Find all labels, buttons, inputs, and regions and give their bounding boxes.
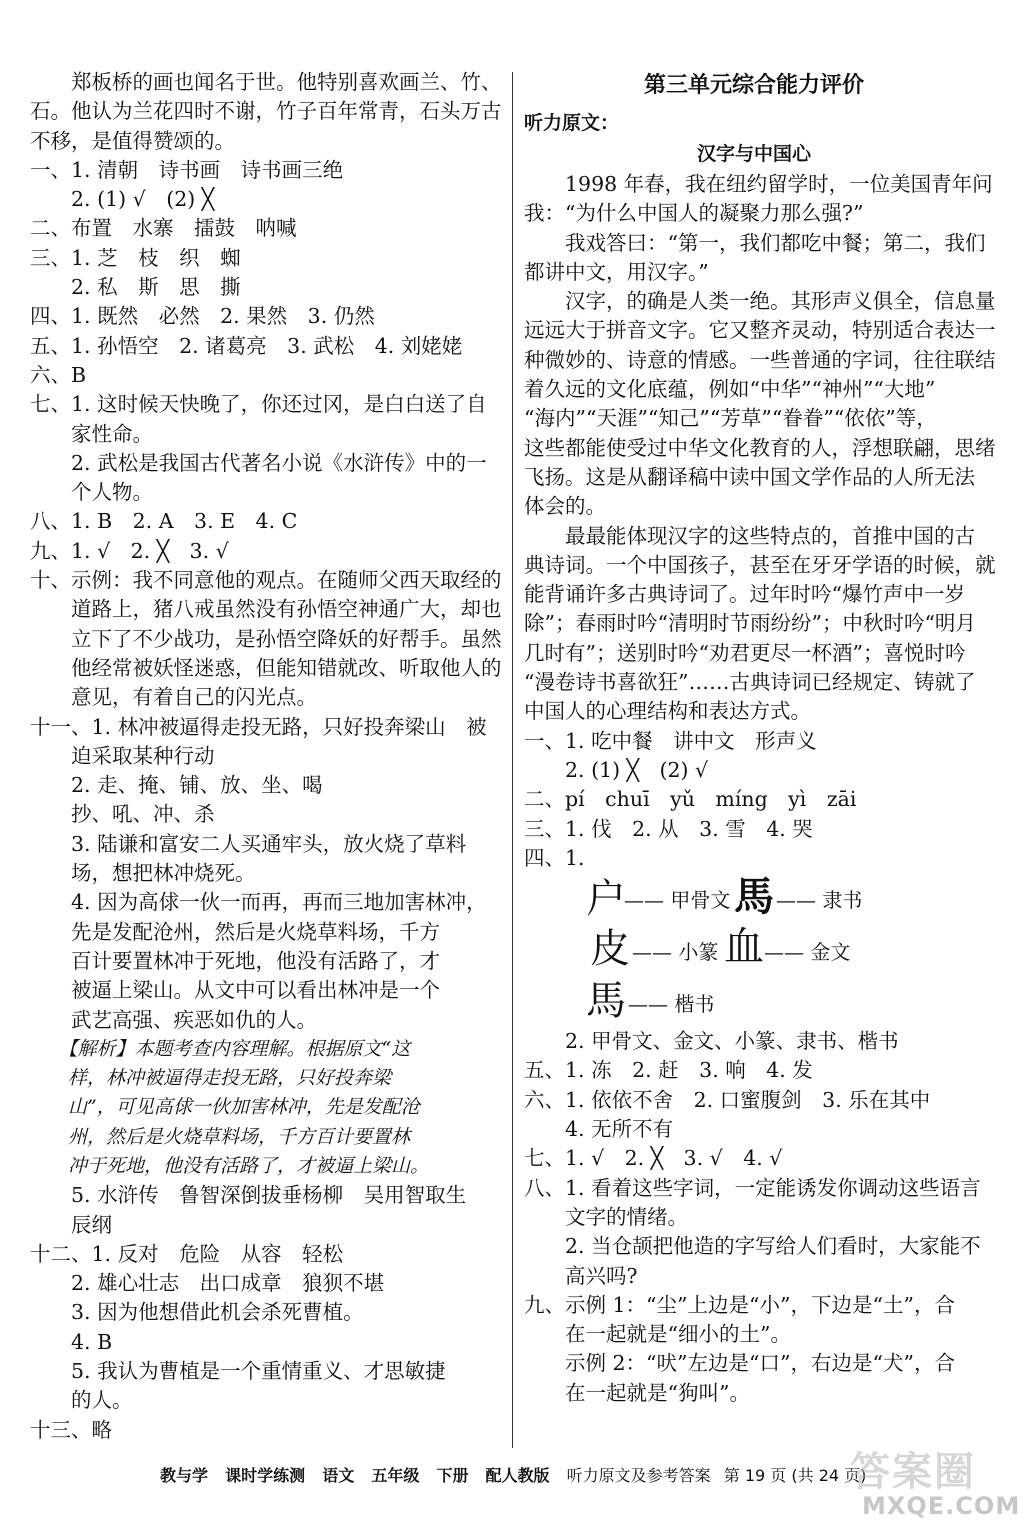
text-line: 汉字，的确是人类一绝。其形声义俱全，信息量	[524, 289, 996, 314]
footer-book: 教与学	[160, 1466, 209, 1485]
text-line: 4. B	[30, 1329, 113, 1354]
text-line: 示例 2：“吠”左边是“口”，右边是“犬”，合	[524, 1351, 955, 1376]
watermark-logo	[850, 1440, 1020, 1530]
text-line: 典诗词。一个中国孩子，甚至在牙牙学语的时候，就	[524, 552, 996, 577]
text-line: 二、pí chuī yǔ míng yì zāi	[524, 787, 857, 812]
text-line: 在一起就是“细小的土”。	[524, 1322, 791, 1347]
text-line: 山”，可见高俅一伙加害林冲，先是发配沧	[30, 1096, 420, 1119]
text-line: 十三、略	[30, 1417, 112, 1442]
text-line: 这些都能使受过中华文化教育的人，浮想联翩，思绪	[524, 435, 996, 460]
text-line: 种微妙的、诗意的情感。一些普通的字词，往往联结	[524, 347, 996, 372]
text-line: 2. 甲骨文、金文、小篆、隶书、楷书	[524, 1029, 899, 1054]
text-line: 能背诵许多古典诗词了。过年时吟“爆竹声中一岁	[524, 582, 965, 607]
text-line: 三、1. 伐 2. 从 3. 雪 4. 哭	[524, 816, 813, 841]
text-line: 三、1. 芝 枝 织 蜘	[30, 245, 241, 270]
text-line: 二、布置 水寨 擂鼓 呐喊	[30, 216, 297, 241]
text-line: 在一起就是“狗叫”。	[524, 1380, 750, 1405]
text-line: 迫采取某种行动	[30, 743, 215, 768]
jinwen-label: —— 金文	[764, 940, 851, 965]
footer-grade: 五年级	[371, 1466, 420, 1485]
text-line: 立下了不少战功，是孙悟空降妖的好帮手。虽然	[30, 626, 502, 651]
text-line: 八、1. B 2. A 3. E 4. C	[30, 509, 298, 534]
answers-part-a	[524, 727, 984, 873]
text-line: 六、1. 依依不舍 2. 口蜜腹剑 3. 乐在其中	[524, 1087, 931, 1112]
watermark-url: MXQE.COM	[862, 1492, 1021, 1520]
text-line: 一、1. 清朝 诗书画 诗书画三绝	[30, 157, 344, 182]
text-line: 四、1.	[524, 845, 585, 870]
text-line: 2. 武松是我国古代著名小说《水浒传》中的一	[30, 450, 487, 475]
text-line: 2. 走、掩、铺、放、坐、喝	[30, 773, 323, 798]
text-line: “海内”“天涯”“知己”“芳草”“眷眷”“依依”等，	[524, 406, 937, 431]
answers-part-b	[524, 1027, 984, 1408]
left-answer-lines	[30, 68, 500, 1445]
text-line: 飞扬。这是从翻译稿中读中国文学作品的人所无法	[524, 464, 975, 489]
text-line: 3. 陆谦和富安二人买通牢头，放火烧了草料	[30, 831, 467, 856]
text-line: 2. 当仓颉把他造的字写给人们看时，大家能不	[524, 1234, 981, 1259]
text-line: 的人。	[30, 1388, 133, 1413]
text-line: 十一、1. 林冲被逼得走投无路，只好投奔梁山 被	[30, 714, 487, 739]
text-line: 2. 私 斯 思 撕	[30, 275, 241, 300]
text-line: 被逼上梁山。从文中可以看出林冲是一个	[30, 978, 440, 1003]
text-line: 五、1. 冻 2. 赶 3. 响 4. 发	[524, 1058, 813, 1083]
left-column	[30, 68, 500, 1445]
text-line: 最最能体现汉字的这些特点的，首推中国的古	[524, 523, 975, 548]
text-line: 石。他认为兰花四时不谢，竹子百年常青，石头万古	[30, 99, 502, 124]
text-line: 我戏答曰：“第一，我们都吃中餐；第二，我们	[524, 230, 986, 255]
footer-series: 课时学练测	[225, 1466, 306, 1485]
footer-subject: 语文	[322, 1466, 355, 1485]
footer-volume: 下册	[436, 1466, 469, 1485]
text-line: 【解析】本题考查内容理解。根据原文“这	[30, 1037, 411, 1060]
listening-label: 听力原文：	[524, 112, 620, 134]
text-line: 五、1. 孙悟空 2. 诸葛亮 3. 武松 4. 刘姥姥	[30, 333, 463, 358]
unit-title: 第三单元综合能力评价	[643, 73, 864, 98]
text-line: 九、1. √ 2. ╳ 3. √	[30, 538, 229, 563]
jinwen-glyph: ⾎	[724, 924, 764, 971]
text-line: 几时有”；送别时吟“劝君更尽一杯酒”；喜悦时吟	[524, 640, 966, 665]
article-title: 汉字与中国心	[696, 143, 811, 165]
text-line: 我：“为什么中国人的凝聚力那么强?”	[524, 201, 864, 226]
text-line: 4. 无所不有	[524, 1117, 674, 1142]
text-line: 七、1. √ 2. ╳ 3. √ 4. √	[524, 1146, 783, 1171]
jiaguwen-label: —— 甲骨文	[624, 888, 731, 913]
watermark-cn: 答案圈	[850, 1449, 976, 1495]
text-line: 不移，是值得赞颂的。	[30, 128, 235, 153]
text-line: 九、示例 1：“尘”上边是“小”，下边是“土”，合	[524, 1292, 955, 1317]
footer-page-number: 第 19 页 (共 24 页)	[723, 1466, 867, 1485]
text-line: 郑板桥的画也闻名于世。他特别喜欢画兰、竹、	[30, 70, 502, 94]
jiaguwen-glyph: ⼾	[586, 876, 626, 923]
text-line: 2. (1) ╳ (2) √	[524, 757, 709, 782]
script-evolution-figure	[524, 875, 984, 1025]
kaishu-glyph: 馬	[586, 978, 626, 1025]
text-line: 5. 我认为曹植是一个重情重义、才思敏捷	[30, 1359, 446, 1384]
text-line: 文字的情绪。	[524, 1204, 688, 1229]
xiaozhuan-glyph: ⽪	[590, 926, 630, 973]
text-line: 2. 雄心壮志 出口成章 狼狈不堪	[30, 1271, 385, 1296]
page-footer	[160, 1461, 920, 1491]
text-line: 一、1. 吃中餐 讲中文 形声义	[524, 728, 817, 753]
text-line: 家性命。	[30, 421, 153, 446]
text-line: 道路上，猪八戒虽然没有孙悟空神通广大，却也	[30, 597, 502, 622]
text-line: 百计要置林冲于死地，他没有活路了，才	[30, 948, 440, 973]
text-line: 七、1. 这时候天快晚了，你还过冈，是白白送了自	[30, 392, 487, 417]
column-divider	[512, 72, 513, 1448]
text-line: 四、1. 既然 必然 2. 果然 3. 仍然	[30, 304, 375, 329]
text-line: 六、B	[30, 362, 87, 387]
text-line: 八、1. 看着这些字词，一定能诱发你调动这些语言	[524, 1175, 981, 1200]
text-line: 远远大于拼音文字。它又整齐灵动，特别适合表达一	[524, 318, 996, 343]
text-line: 1998 年春，我在纽约留学时，一位美国青年问	[524, 172, 993, 196]
text-line: 辰纲	[30, 1212, 112, 1237]
text-line: 都讲中文，用汉字。”	[524, 259, 709, 284]
right-column	[524, 68, 996, 1408]
text-line: 中国人的心理结构和表达方式。	[524, 699, 811, 724]
text-line: 个人物。	[30, 480, 153, 505]
text-line: 高兴吗?	[524, 1263, 638, 1288]
text-line: 抄、吼、冲、杀	[30, 802, 215, 827]
text-line: 着久远的文化底蕴，例如“中华”“神州”“大地”	[524, 377, 936, 402]
text-line: 3. 因为他想借此机会杀死曹植。	[30, 1300, 364, 1325]
text-line: 5. 水浒传 鲁智深倒拔垂杨柳 吴用智取生	[30, 1183, 467, 1208]
text-line: 除”；春雨时吟“清明时节雨纷纷”；中秋时吟“明月	[524, 611, 976, 636]
text-line: 先是发配沧州，然后是火烧草料场，千方	[30, 919, 440, 944]
text-line: 4. 因为高俅一伙一而再，再而三地加害林冲，	[30, 890, 487, 915]
footer-section: 听力原文及参考答案	[566, 1466, 711, 1485]
text-line: 州，然后是火烧草料场，千方百计要置林	[30, 1125, 411, 1148]
text-line: 十二、1. 反对 危险 从容 轻松	[30, 1241, 344, 1266]
text-line: “漫卷诗书喜欲狂”……古典诗词已经规定、铸就了	[524, 670, 976, 695]
text-line: 体会的。	[524, 494, 606, 519]
lishu-glyph: 馬	[734, 873, 774, 921]
text-line: 他经常被妖怪迷惑，但能知错就改、听取他人的	[30, 655, 502, 680]
text-line: 样，林冲被逼得走投无路，只好投奔梁	[30, 1067, 392, 1090]
text-line: 十、示例：我不同意他的观点。在随师父西天取经的	[30, 568, 502, 593]
text-line: 场，想把林冲烧死。	[30, 861, 256, 886]
text-line: 冲于死地，他没有活路了，才被逼上梁山。	[30, 1154, 430, 1177]
lishu-label: —— 隶书	[776, 888, 863, 913]
text-line: 武艺高强、疾恶如仇的人。	[30, 1007, 317, 1032]
footer-edition: 配人教版	[485, 1466, 550, 1485]
text-line: 2. (1) √ (2) ╳	[30, 187, 215, 212]
xiaozhuan-label: —— 小篆	[632, 940, 719, 965]
text-line: 意见，有着自己的闪光点。	[30, 685, 317, 710]
kaishu-label: —— 楷书	[628, 992, 715, 1017]
article-body	[524, 170, 996, 727]
